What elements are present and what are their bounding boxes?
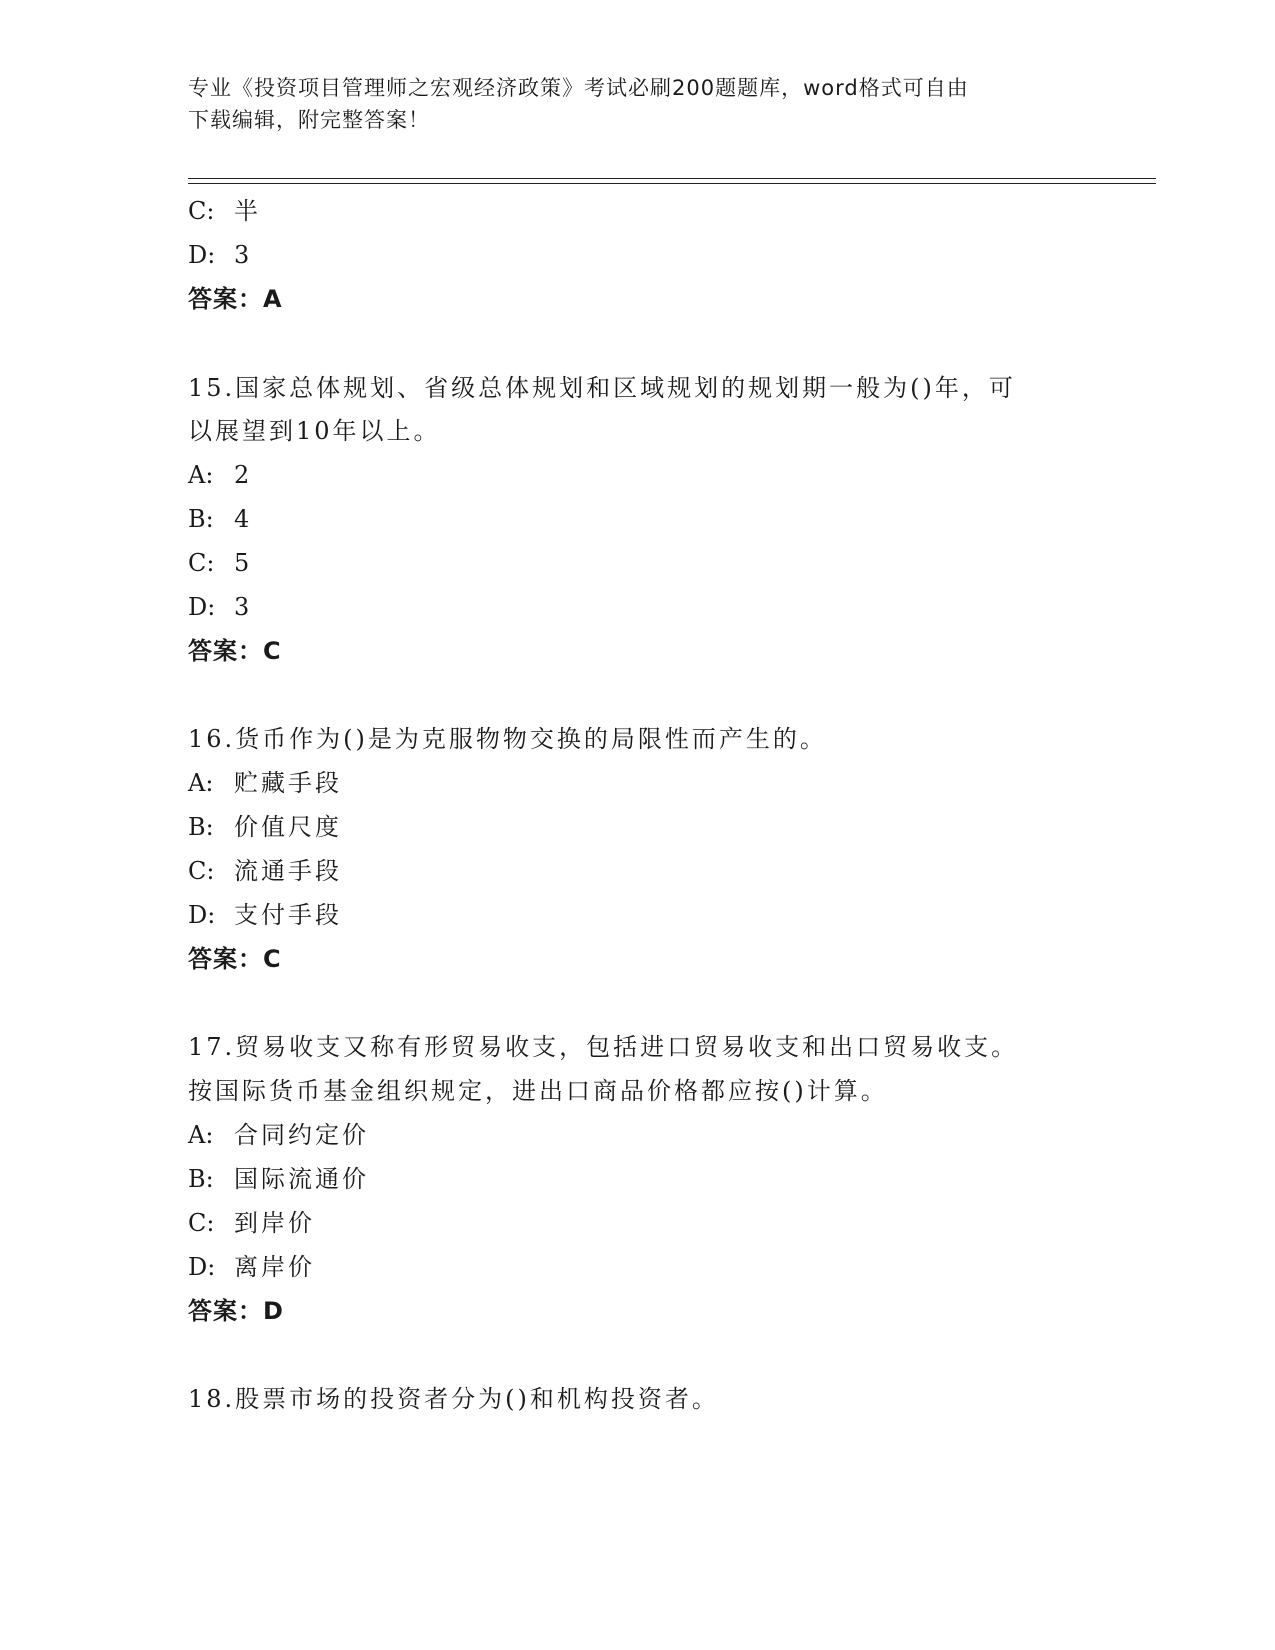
q15-stem-line-1: 15.国家总体规划、省级总体规划和区域规划的规划期一般为()年，可 (188, 374, 1016, 402)
document-header (188, 72, 1088, 136)
header-rule-top (188, 178, 1156, 179)
header-line-2: 下载编辑，附完整答案！ (188, 108, 430, 132)
q16-option-a: A: 贮藏手段 (188, 769, 342, 797)
header-line-1: 专业《投资项目管理师之宏观经济政策》考试必刷200题题库，word格式可自由 (188, 76, 969, 100)
q16-option-d: D: 支付手段 (188, 901, 342, 929)
q15-option-d: D: 3 (188, 593, 253, 621)
q16-option-b: B: 价值尺度 (188, 813, 342, 841)
q17-stem-line-1: 17.贸易收支又称有形贸易收支，包括进口贸易收支和出口贸易收支。 (188, 1033, 1019, 1061)
q17-answer: 答案：D (188, 1297, 284, 1325)
q15-answer: 答案：C (188, 637, 282, 665)
q16-stem-line-1: 16.货币作为()是为克服物物交换的局限性而产生的。 (188, 725, 827, 753)
q15-option-b: B: 4 (188, 505, 253, 533)
q15-option-a: A: 2 (188, 461, 253, 489)
q17-option-a: A: 合同约定价 (188, 1121, 369, 1149)
q16-option-c: C: 流通手段 (188, 857, 342, 885)
header-rule-bottom (188, 183, 1156, 184)
q17-option-b: B: 国际流通价 (188, 1165, 369, 1193)
q14-answer: 答案：A (188, 285, 283, 313)
q14-option-c: C: 半 (188, 197, 261, 225)
q17-stem-line-2: 按国际货币基金组织规定，进出口商品价格都应按()计算。 (188, 1077, 888, 1105)
q18-stem-line-1: 18.股票市场的投资者分为()和机构投资者。 (188, 1385, 719, 1413)
q15-stem-line-2: 以展望到10年以上。 (188, 417, 441, 445)
q14-option-d: D: 3 (188, 241, 253, 269)
q16-answer: 答案：C (188, 945, 282, 973)
q15-option-c: C: 5 (188, 549, 253, 577)
q17-option-c: C: 到岸价 (188, 1209, 315, 1237)
q17-option-d: D: 离岸价 (188, 1253, 315, 1281)
